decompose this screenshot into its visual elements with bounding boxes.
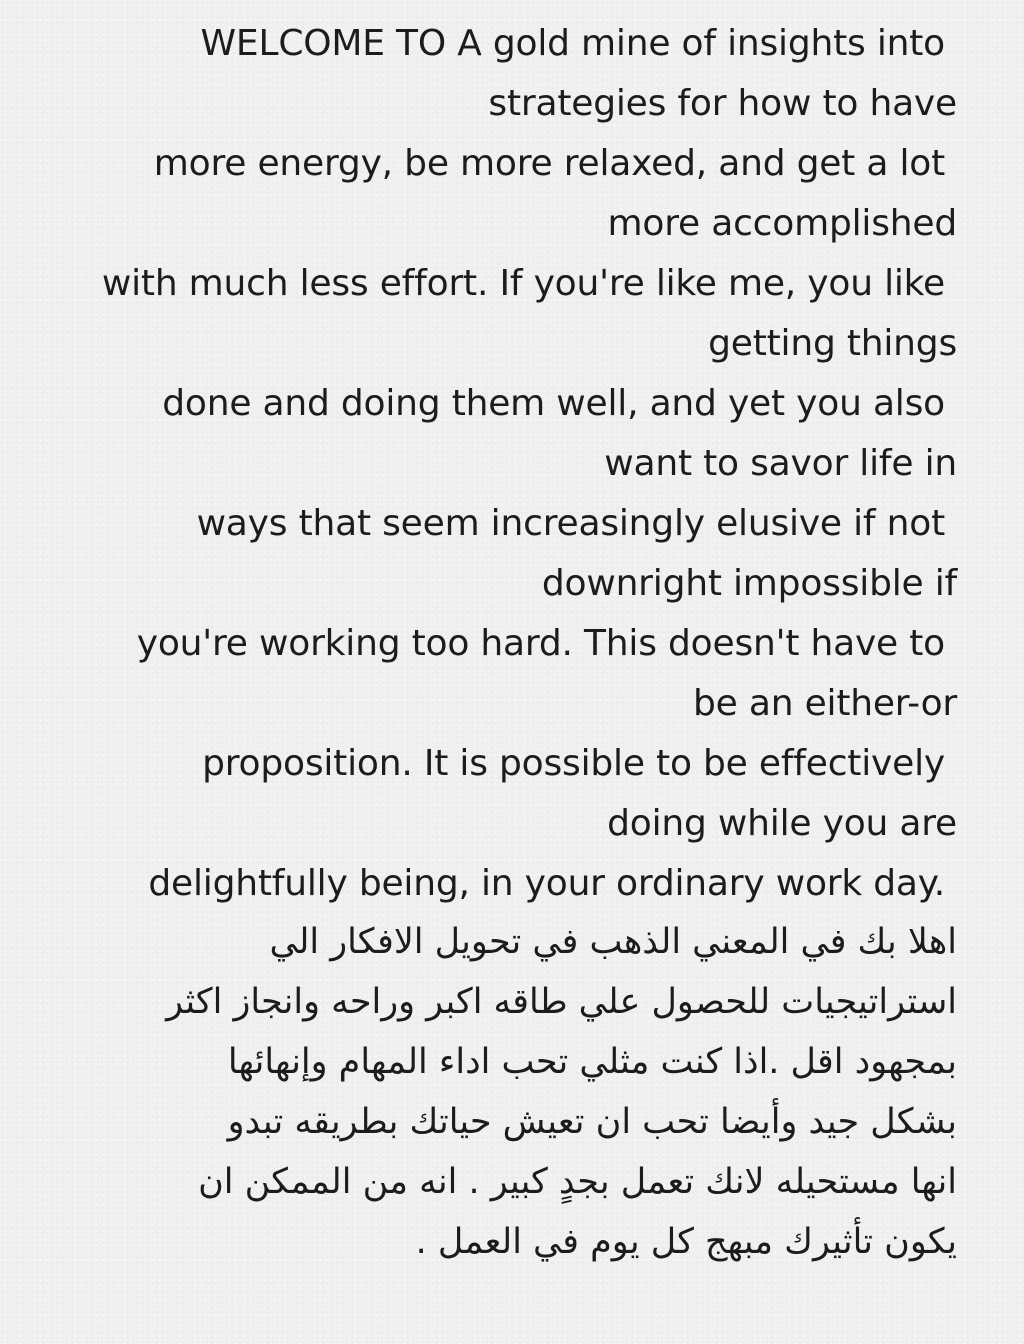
arabic-line: استراتيجيات للحصول علي طاقه اكبر وراحه وانجاز اكثر bbox=[166, 982, 957, 1022]
arabic-line: بشكل جيد وأيضا تحب ان تعيش حياتك بطريقه تبدو bbox=[227, 1102, 957, 1142]
english-line: be an either-or bbox=[693, 683, 957, 724]
english-line: getting things bbox=[708, 323, 957, 364]
arabic-paragraph bbox=[40, 912, 957, 1272]
arabic-line: بمجهود اقل .اذا كنت مثلي تحب اداء المهام وإنهائها bbox=[227, 1042, 957, 1082]
english-line: more energy, be more relaxed, and get a lot bbox=[153, 143, 945, 184]
english-line: delightfully being, in your ordinary work day. bbox=[148, 863, 945, 904]
english-line: want to savor life in bbox=[604, 443, 957, 484]
english-line: done and doing them well, and yet you also bbox=[162, 383, 945, 424]
english-line: with much less effort. If you're like me, you like bbox=[101, 263, 945, 304]
english-paragraph bbox=[40, 14, 957, 914]
english-line: more accomplished bbox=[607, 203, 957, 244]
english-line: WELCOME TO A gold mine of insights into bbox=[200, 23, 945, 64]
arabic-line: يكون تأثيرك مبهج كل يوم في العمل . bbox=[415, 1222, 957, 1262]
english-line: strategies for how to have bbox=[488, 83, 957, 124]
english-line: ways that seem increasingly elusive if not bbox=[196, 503, 945, 544]
english-line: downright impossible if bbox=[541, 563, 957, 604]
english-line: proposition. It is possible to be effectively bbox=[202, 743, 945, 784]
english-line: you're working too hard. This doesn't have to bbox=[136, 623, 945, 664]
arabic-line: اهلا بك في المعني الذهب في تحويل الافكار الي bbox=[269, 922, 957, 962]
arabic-line: انها مستحيله لانك تعمل بجدٍ كبير . انه من الممكن ان bbox=[198, 1162, 957, 1202]
english-line: doing while you are bbox=[607, 803, 957, 844]
